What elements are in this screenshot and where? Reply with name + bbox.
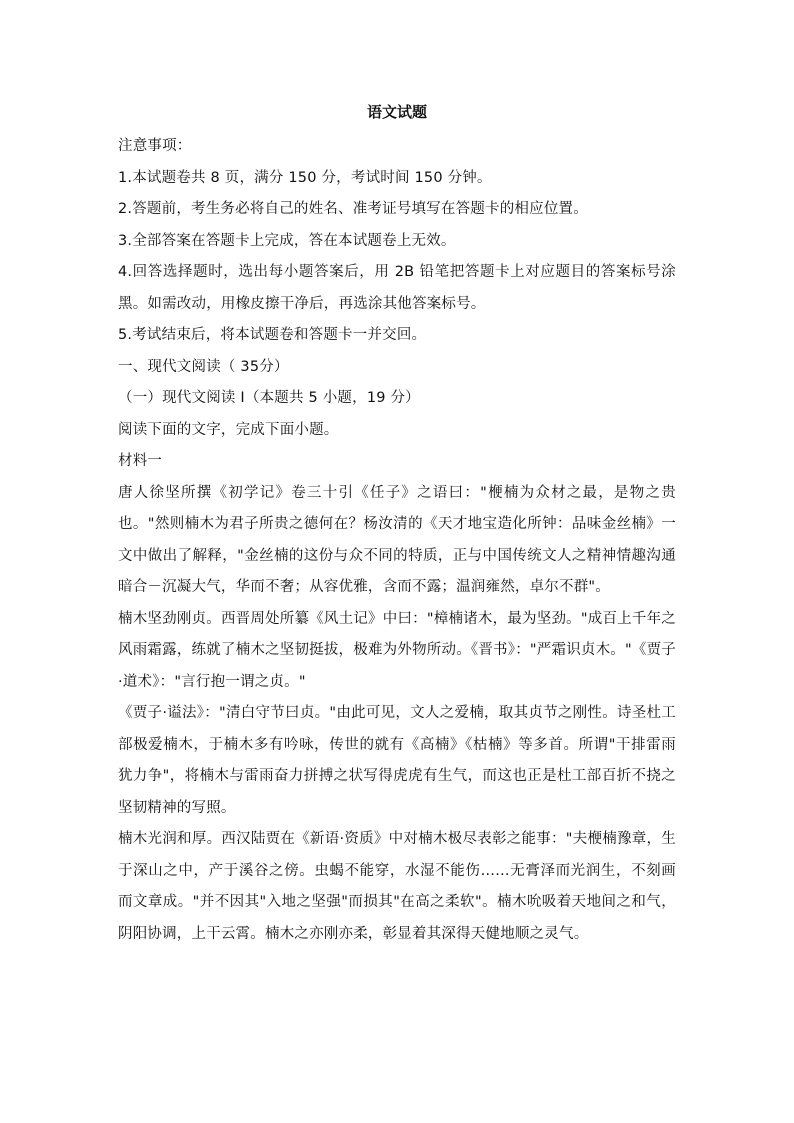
notice-item-2: 2.答题前，考生务必将自己的姓名、准考证号填写在答题卡的相应位置。 <box>118 201 588 217</box>
subsection-heading: （一）现代文阅读 I（本题共 5 小题，19 分） <box>118 390 420 406</box>
section-heading: 一、现代文阅读（ 35分） <box>118 358 289 375</box>
material-label: 材料一 <box>118 453 163 469</box>
paragraph-4: 楠木光润和厚。西汉陆贾在《新语·资质》中对楠木极尽表彰之能事："夫楩楠豫章，生于深山之中，产于溪谷之傍。虫蝎不能穿，水湿不能伤……无膏泽而光润生，不刻画而文章成。"并不因其"入地之坚强"而损其"在高之柔软"。楠木吮吸着天地间之和气，阴阳协调，上干云霄。楠木之亦刚亦柔，彰显着其深得天健地顺之灵气。 <box>118 831 676 942</box>
exam-page <box>118 100 676 950</box>
notice-item-1: 1.本试题卷共 8 页，满分 150 分，考试时间 150 分钟。 <box>118 169 492 186</box>
paragraph-2: 楠木坚劲刚贞。西晋周处所纂《风土记》中曰："樟楠诸木，最为坚劲。"成百上千年之风雨霜露，练就了楠木之坚韧挺拔，极难为外物所动。《晋书》："严霜识贞木。"《贾子·道术》："言行抱一谓之贞。" <box>118 610 676 690</box>
instruction-text: 阅读下面的文字，完成下面小题。 <box>118 421 339 438</box>
notice-heading: 注意事项： <box>118 138 192 154</box>
notice-item-3: 3.全部答案在答题卡上完成，答在本试题卷上无效。 <box>118 232 456 249</box>
notice-item-4: 4.回答选择题时，选出每小题答案后，用 2B 铅笔把答题卡上对应题目的答案标号涂黑。如需改动，用橡皮擦干净后，再选涂其他答案标号。 <box>118 264 676 312</box>
page-title: 语文试题 <box>366 103 427 121</box>
paragraph-3: 《贾子·谥法》："清白守节曰贞。"由此可见，文人之爱楠，取其贞节之刚性。诗圣杜工部极爱楠木，于楠木多有吟咏，传世的就有《高楠》《枯楠》等多首。所谓"干排雷雨犹力争"，将楠木与雷雨奋力拼搏之状写得虎虎有生气，而这也正是杜工部百折不挠之坚韧精神的写照。 <box>118 705 676 816</box>
paragraph-1: 唐人徐坚所撰《初学记》卷三十引《任子》之语曰："楩楠为众材之最，是物之贵也。"然则楠木为君子所贵之德何在？杨汝清的《天才地宝造化所钟：品味金丝楠》一文中做出了解释，"金丝楠的这份与众不同的特质，正与中国传统文人之精神情趣沟通暗合－沉凝大气，华而不奢；从容优雅，含而不露；温润雍然，卓尔不群"。 <box>118 484 676 595</box>
notice-item-5: 5.考试结束后，将本试题卷和答题卡一并交回。 <box>118 327 427 343</box>
